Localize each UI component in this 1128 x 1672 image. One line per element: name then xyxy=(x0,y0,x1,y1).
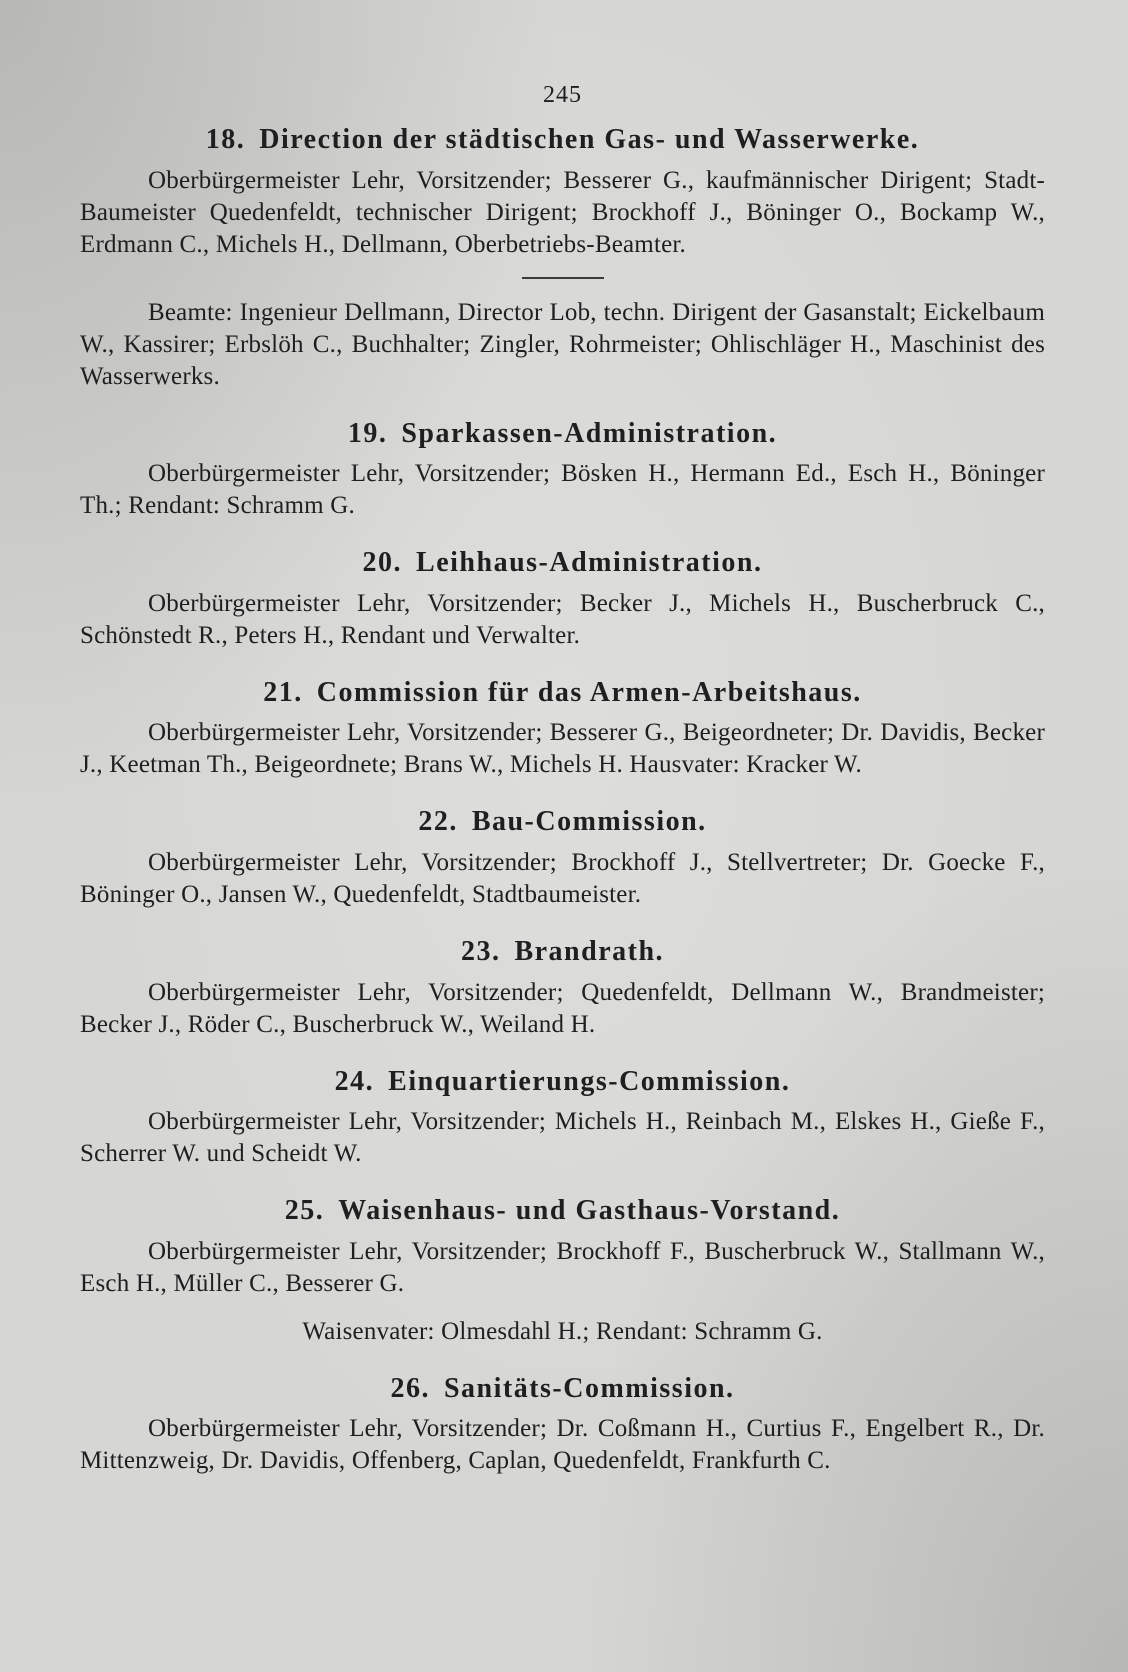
section-24 xyxy=(80,1065,1045,1171)
section-number: 19. xyxy=(347,417,388,449)
section-number: 18. xyxy=(205,124,246,155)
section-title: Waisenhaus- und Gasthaus-Vorstand. xyxy=(338,1195,841,1227)
section-paragraph: Oberbürgermeister Lehr, Vorsitzender; Brockhoff F., Buscherbruck W., Stallmann W., Esch H., Müller C., Besserer G. xyxy=(80,1237,1045,1297)
section-heading xyxy=(80,805,1045,839)
section-title: Sparkassen-Administration. xyxy=(401,417,778,449)
section-heading xyxy=(80,1194,1045,1228)
section-paragraph: Oberbürgermeister Lehr, Vorsitzender; Dr. Coßmann H., Curtius F., Engelbert R., Dr. Mittenzweig, Dr. Davidis, Offenberg, Caplan, Quedenfeldt, Frankfurth C. xyxy=(80,1415,1045,1475)
section-22 xyxy=(80,805,1045,911)
divider xyxy=(522,277,604,279)
section-paragraph: Oberbürgermeister Lehr, Vorsitzender; Bösken H., Hermann Ed., Esch H., Böninger Th.; Rendant: Schramm G. xyxy=(80,460,1045,520)
section-18 xyxy=(80,123,1045,393)
section-paragraph: Oberbürgermeister Lehr, Vorsitzender; Quedenfeldt, Dellmann W., Brandmeister; Becker J., Röder C., Buscherbruck W., Weiland H. xyxy=(80,978,1045,1038)
section-paragraph: Oberbürgermeister Lehr, Vorsitzender; Michels H., Reinbach M., Elskes H., Gieße F., Scherrer W. und Scheidt W. xyxy=(80,1108,1045,1168)
section-heading xyxy=(80,1372,1045,1406)
section-title: Bau-Commission. xyxy=(471,806,707,838)
section-title: Direction der städtischen Gas- und Wasserwerke. xyxy=(259,124,920,155)
section-20 xyxy=(80,546,1045,652)
section-paragraph: Waisenvater: Olmesdahl H.; Rendant: Schramm G. xyxy=(302,1317,823,1345)
section-number: 23. xyxy=(460,935,501,967)
section-paragraph: Beamte: Ingenieur Dellmann, Director Lob, techn. Dirigent der Gasanstalt; Eickelbaum W., Kassirer; Erbslöh C., Buchhalter; Zingler, Rohrmeister; Ohlischläger H., Maschinist des Wasserwerks. xyxy=(80,298,1045,390)
section-heading xyxy=(80,546,1045,580)
section-heading xyxy=(80,1065,1045,1099)
section-paragraph: Oberbürgermeister Lehr, Vorsitzender; Becker J., Michels H., Buscherbruck C., Schönstedt R., Peters H., Rendant und Verwalter. xyxy=(80,589,1045,649)
section-number: 22. xyxy=(418,806,458,838)
section-19 xyxy=(80,417,1045,523)
section-26 xyxy=(80,1372,1045,1478)
document-page xyxy=(80,82,1045,1477)
page-number: 245 xyxy=(543,82,582,108)
section-heading xyxy=(80,676,1045,710)
section-paragraph: Oberbürgermeister Lehr, Vorsitzender; Besserer G., kaufmännischer Dirigent; Stadt-Baumeister Quedenfeldt, technischer Dirigent; Brockhoff J., Böninger O., Bockamp W., Erdmann C., Michels H., Dellmann, Oberbetriebs-Beamter. xyxy=(80,166,1045,258)
section-title: Sanitäts-Commission. xyxy=(443,1372,735,1404)
section-number: 26. xyxy=(390,1372,430,1404)
section-title: Brandrath. xyxy=(514,935,665,967)
section-heading xyxy=(80,417,1045,451)
section-title: Leihhaus-Administration. xyxy=(416,547,763,579)
section-number: 24. xyxy=(334,1065,375,1097)
section-23 xyxy=(80,935,1045,1041)
section-heading xyxy=(80,123,1045,157)
section-number: 25. xyxy=(284,1195,325,1227)
section-paragraph: Oberbürgermeister Lehr, Vorsitzender; Brockhoff J., Stellvertreter; Dr. Goecke F., Böninger O., Jansen W., Quedenfeldt, Stadtbaumeister. xyxy=(80,848,1045,908)
section-25 xyxy=(80,1194,1045,1348)
section-21 xyxy=(80,676,1045,782)
section-paragraph: Oberbürgermeister Lehr, Vorsitzender; Besserer G., Beigeordneter; Dr. Davidis, Becker J., Keetman Th., Beigeordnete; Brans W., Michels H. Hausvater: Kracker W. xyxy=(80,719,1045,779)
section-number: 20. xyxy=(362,547,403,579)
section-number: 21. xyxy=(263,676,303,708)
section-title: Einquartierungs-Commission. xyxy=(388,1065,791,1097)
section-title: Commission für das Armen-Arbeitshaus. xyxy=(316,676,862,708)
section-heading xyxy=(80,935,1045,969)
